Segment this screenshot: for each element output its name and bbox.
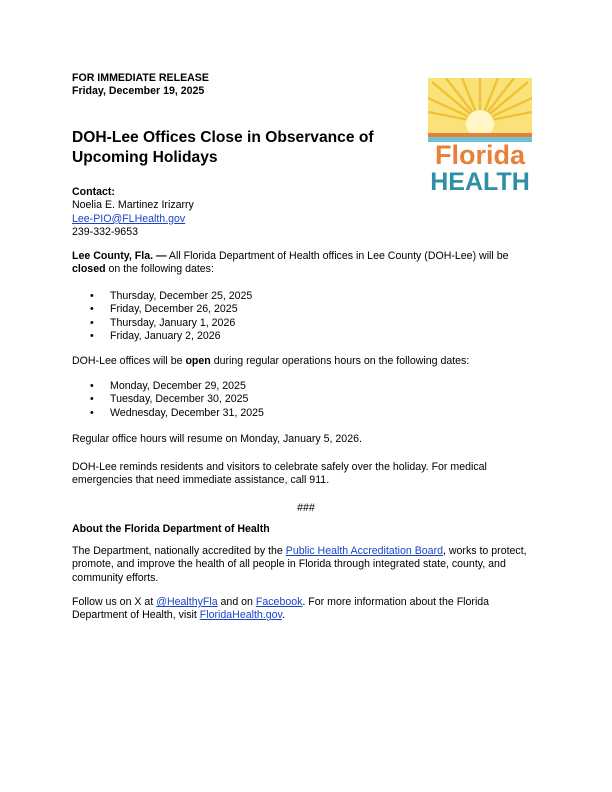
open-intro: DOH-Lee offices will be open during regular operations hours on the following dates: (72, 355, 470, 367)
contact-email-link[interactable]: Lee-PIO@FLHealth.gov (72, 212, 186, 225)
about-paragraph: The Department, nationally accredited by the Public Health Accreditation Board, works to protect, promote, and improve the health of all people in Florida through integrated state, county, and community efforts. (72, 545, 527, 584)
dateline: Lee County, Fla. — (72, 250, 167, 262)
contact-name: Noelia E. Martinez Irizarry (72, 199, 194, 212)
open-emphasis: open (185, 355, 211, 367)
contact-block (72, 186, 194, 240)
closed-dates-list (72, 290, 252, 344)
logo-horizon (428, 133, 532, 137)
about-heading: About the Florida Department of Health (72, 523, 270, 535)
page-title: DOH-Lee Offices Close in Observance of Upcoming Holidays (72, 129, 374, 166)
florida-health-logo (428, 78, 532, 194)
logo-word-florida: Florida (434, 140, 526, 170)
website-link[interactable]: FloridaHealth.gov (199, 609, 283, 622)
resume-text: Regular office hours will resume on Monday, January 5, 2026. (72, 433, 362, 445)
list-item: • Thursday, December 25, 2025 (90, 290, 253, 302)
x-link[interactable]: @HealthyFla (156, 596, 218, 608)
release-block (72, 72, 209, 99)
list-item: • Friday, December 26, 2025 (90, 303, 238, 316)
release-date: Friday, December 19, 2025 (72, 85, 205, 98)
list-item: • Wednesday, December 31, 2025 (90, 406, 264, 419)
follow-paragraph: Follow us on X at @HealthyFla and on Facebook. For more information about the Florida Department of Health, visit FloridaHealth.gov. (72, 596, 490, 622)
logo-word-health: HEALTH (430, 168, 530, 194)
list-item: • Tuesday, December 30, 2025 (90, 393, 249, 406)
contact-phone: 239-332-9653 (72, 226, 138, 239)
closed-emphasis: closed (72, 263, 106, 276)
lead-text-end: on the following dates: (105, 263, 214, 276)
open-dates-list (72, 380, 264, 420)
release-label: FOR IMMEDIATE RELEASE (72, 72, 209, 84)
reminder-text: DOH-Lee reminds residents and visitors to celebrate safely over the holiday. For medical emergencies that need immediate assistance, call 911. (72, 461, 487, 487)
lead-paragraph (72, 250, 542, 277)
list-item: • Monday, December 29, 2025 (90, 380, 246, 392)
contact-label: Contact: (72, 186, 115, 198)
list-item: • Friday, January 2, 2026 (90, 330, 221, 343)
facebook-link[interactable]: Facebook (255, 596, 303, 608)
end-mark: ### (297, 502, 315, 514)
lead-text: All Florida Department of Health offices in Lee County (DOH-Lee) will be (166, 250, 509, 262)
list-item: • Thursday, January 1, 2026 (90, 316, 236, 329)
phab-link[interactable]: Public Health Accreditation Board (285, 545, 443, 557)
